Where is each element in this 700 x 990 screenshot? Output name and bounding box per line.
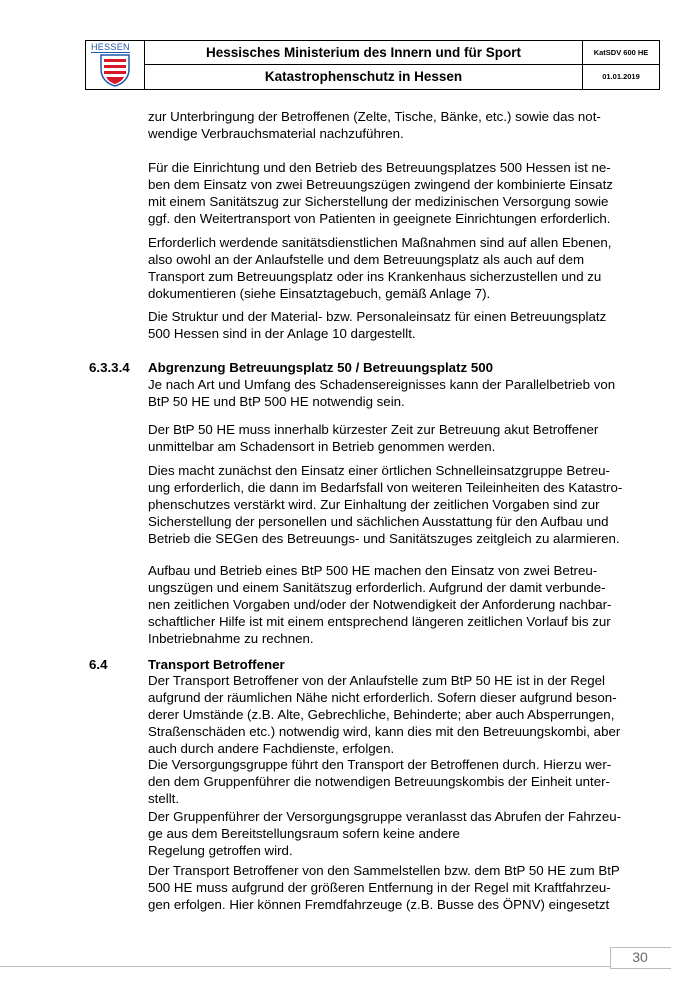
paragraph-versorgungsgruppe: Die Versorgungsgruppe führt den Transport der Betroffenen durch. Hierzu wer- den dem Gruppenführer die notwendigen Betreuungskombis der Einheit unter- stellt. — [148, 757, 612, 806]
ministry-title: Hessisches Ministerium des Innern und für Sport — [145, 41, 583, 64]
paragraph-parallelbetrieb: Je nach Art und Umfang des Schadensereignisses kann der Parallelbetrieb von BtP 50 HE und BtP 500 HE notwendig sein. — [148, 377, 616, 409]
footer-rule — [0, 966, 610, 967]
paragraph-betreuungsplatz-500: Für die Einrichtung und den Betrieb des Betreuungsplatzes 500 Hessen ist ne- ben dem Einsatz von zwei Betreuungszügen zwingend der kombinierte Einsatz mit einem Sanitätszug zur Sicherstellung der medizinischen Versorgung sowie ggf. den Weitertransport von Patienten in geeignete Einrichtungen erforderlich. — [148, 160, 613, 226]
paragraph-btp500-aufbau: Aufbau und Betrieb eines BtP 500 HE machen den Einsatz von zwei Betreu- ungszügen und einem Sanitätszug erforderlich. Aufgrund der damit verbunde- nen zeitlichen Vorgaben und/oder der Notwendigkeit der Anforderung nachbar- schaftlicher Hilfe ist mit einem entsprechend längeren zeitlichen Vorlauf bis zur Inbetriebnahme zu rechnen. — [148, 563, 612, 646]
page-number: 30 — [632, 949, 648, 965]
paragraph-transport-anlaufstelle: Der Transport Betroffener von der Anlaufstelle zum BtP 50 HE ist in der Regel aufgrund der räumlichen Nähe nicht erforderlich. Sofern dieser aufgrund beson- derer Umstände (z.B. Alte, Gebrechliche, Behinderte; aber auch Absperrungen, Straßenschäden etc.) notwendig wird, kann dies mit den Betreuungskombi, aber auch durch andere Fachdienste, erfolgen. — [148, 673, 621, 756]
section-heading-64: Transport Betroffener — [148, 657, 285, 672]
document-date: 01.01.2019 — [602, 72, 640, 81]
document-id: KatSDV 600 HE — [593, 48, 649, 57]
section-number-64: 6.4 — [89, 657, 108, 672]
paragraph-unterbringung: zur Unterbringung der Betroffenen (Zelte, Tische, Bänke, etc.) sowie das not- wendige Verbrauchsmaterial nachzuführen. — [148, 109, 601, 141]
section-heading-6334: Abgrenzung Betreuungsplatz 50 / Betreuungsplatz 500 — [148, 360, 494, 375]
paragraph-struktur: Die Struktur und der Material- bzw. Personaleinsatz für einen Betreuungsplatz 500 Hessen sind in der Anlage 10 dargestellt. — [148, 309, 607, 341]
paragraph-gruppenfuehrer: Der Gruppenführer der Versorgungsgruppe veranlasst das Abrufen der Fahrzeu- ge aus dem Bereitstellungsraum sofern keine andere Regelung getroffen wird. — [148, 809, 622, 858]
page-header — [85, 40, 660, 90]
paragraph-btp50: Der BtP 50 HE muss innerhalb kürzester Zeit zur Betreuung akut Betroffener unmittelbar am Schadensort in Betrieb genommen werden. — [148, 422, 599, 454]
lion-crest-icon — [98, 53, 132, 87]
document-subtitle: Katastrophenschutz in Hessen — [145, 65, 583, 89]
paragraph-schnelleinsatzgruppe: Dies macht zunächst den Einsatz einer örtlichen Schnelleinsatzgruppe Betreu- ung erforderlich, die dann im Bedarfsfall von weiteren Teileinheiten des Katastro- phenschutzes verstärkt wird. Zur Einhaltung der zeitlichen Vorgaben sind zur Sicherstellung der personellen und sächlichen Ausstattung für den Aufbau und Betrieb die SEGen des Betreuungs- und Sanitätszuges zeitgleich zu alarmieren. — [148, 463, 623, 546]
paragraph-transport-sammelstellen: Der Transport Betroffener von den Sammelstellen bzw. dem BtP 50 HE zum BtP 500 HE muss aufgrund der größeren Entfernung in der Regel mit Kraftfahrzeu- gen erfolgen. Hier können Fremdfahrzeuge (z.B. Busse des ÖPNV) eingesetzt — [148, 863, 620, 912]
section-number-6334: 6.3.3.4 — [89, 360, 130, 375]
logo-wordmark: HESSEN — [91, 42, 130, 52]
paragraph-sanitaetsdienst: Erforderlich werdende sanitätsdienstlichen Maßnahmen sind auf allen Ebenen, also owohl an der Anlaufstelle und dem Betreuungsplatz als auch auf dem Transport zum Betreuungsplatz oder ins Krankenhaus sicherzustellen und zu dokumentieren (siehe Einsatztagebuch, gemäß Anlage 7). — [148, 235, 612, 301]
hessen-logo — [86, 41, 145, 89]
